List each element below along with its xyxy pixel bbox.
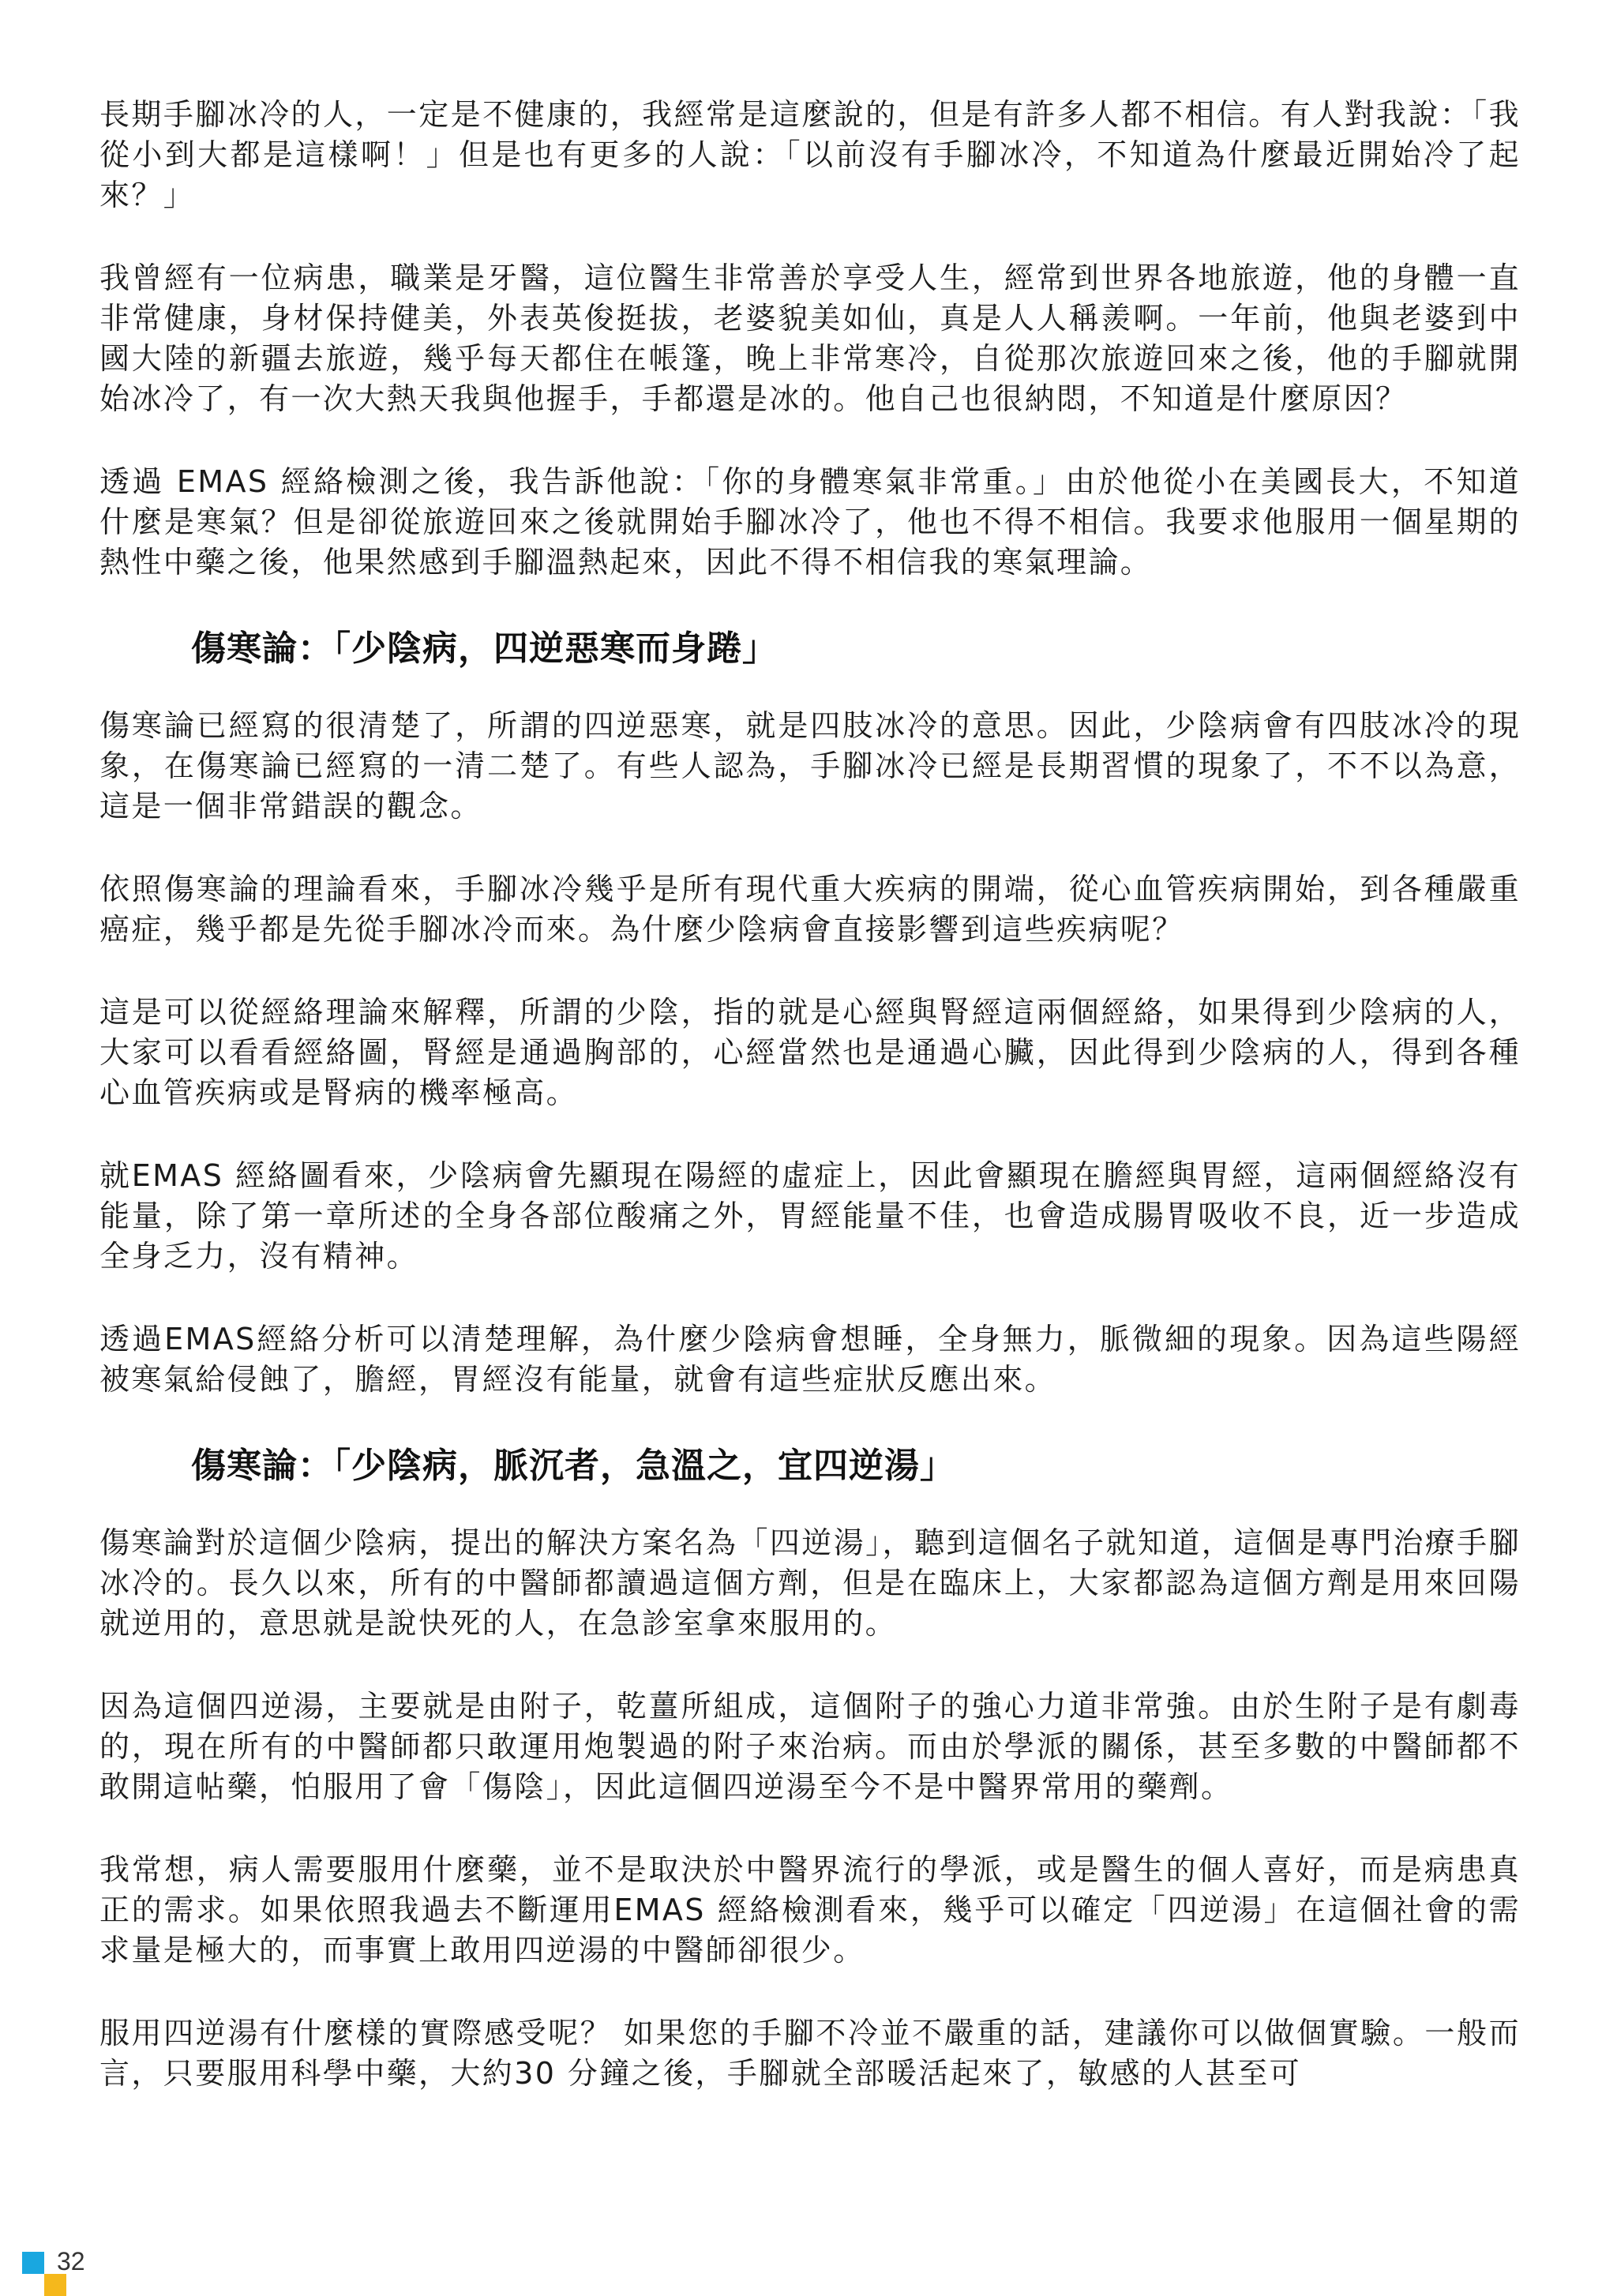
paragraph: 傷寒論對於這個少陰病，提出的解決方案名為「四逆湯」，聽到這個名子就知道，這個是專門治療手腳冰冷的。長久以來，所有的中醫師都讀過這個方劑，但是在臨床上，大家都認為這個方劑是用來回陽就逆用的，意思就是說快死的人，在急診室拿來服用的。 <box>99 1525 1521 1641</box>
yellow-square-icon <box>44 2274 66 2296</box>
paragraph: 因為這個四逆湯，主要就是由附子，乾薑所組成，這個附子的強心力道非常強。由於生附子是有劇毒的，現在所有的中醫師都只敢運用炮製過的附子來治病。而由於學派的關係，甚至多數的中醫師都不敢開這帖藥，怕服用了會「傷陰」，因此這個四逆湯至今不是中醫界常用的藥劑。 <box>99 1689 1521 1804</box>
section-heading: 傷寒論：「少陰病，四逆惡寒而身踡」 <box>191 628 778 669</box>
blue-square-icon <box>22 2252 44 2274</box>
paragraph: 我曾經有一位病患，職業是牙醫，這位醫生非常善於享受人生，經常到世界各地旅遊，他的身體一直非常健康，身材保持健美，外表英俊挺拔，老婆貌美如仙，真是人人稱羨啊。一年前，他與老婆到中國大陸的新疆去旅遊，幾乎每天都住在帳篷，晚上非常寒冷，自從那次旅遊回來之後，他的手腳就開始冰冷了，有一次大熱天我與他握手，手都還是冰的。他自己也很納悶，不知道是什麼原因？ <box>99 261 1521 416</box>
paragraph: 服用四逆湯有什麼樣的實際感受呢？ 如果您的手腳不冷並不嚴重的話，建議你可以做個實驗。一般而言，只要服用科學中藥，大約30 分鐘之後，手腳就全部暖活起來了，敏感的人甚至可 <box>99 2016 1521 2091</box>
paragraph: 傷寒論已經寫的很清楚了，所謂的四逆惡寒，就是四肢冰冷的意思。因此，少陰病會有四肢冰冷的現象，在傷寒論已經寫的一清二楚了。有些人認為，手腳冰冷已經是長期習慣的現象了，不不以為意，這是一個非常錯誤的觀念。 <box>99 708 1521 823</box>
paragraph: 依照傷寒論的理論看來，手腳冰冷幾乎是所有現代重大疾病的開端，從心血管疾病開始，到各種嚴重癌症，幾乎都是先從手腳冰冷而來。為什麼少陰病會直接影響到這些疾病呢？ <box>99 872 1521 947</box>
paragraph: 透過EMAS經絡分析可以清楚理解，為什麼少陰病會想睡，全身無力，脈微細的現象。因為這些陽經被寒氣給侵蝕了，膽經，胃經沒有能量，就會有這些症狀反應出來。 <box>99 1322 1521 1397</box>
paragraph: 長期手腳冰冷的人，一定是不健康的，我經常是這麼說的，但是有許多人都不相信。有人對我說：「我從小到大都是這樣啊！」但是也有更多的人說：「以前沒有手腳冰冷，不知道為什麼最近開始冷了起來？」 <box>99 97 1521 212</box>
paragraph: 透過 EMAS 經絡檢測之後，我告訴他說：「你的身體寒氣非常重。」由於他從小在美國長大，不知道什麼是寒氣？但是卻從旅遊回來之後就開始手腳冰冷了，他也不得不相信。我要求他服用一個星期的熱性中藥之後，他果然感到手腳溫熱起來，因此不得不相信我的寒氣理論。 <box>99 464 1521 580</box>
paragraph: 這是可以從經絡理論來解釋，所謂的少陰，指的就是心經與腎經這兩個經絡，如果得到少陰病的人，大家可以看看經絡圖，腎經是通過胸部的，心經當然也是通過心臟，因此得到少陰病的人，得到各種心血管疾病或是腎病的機率極高。 <box>99 995 1521 1110</box>
page-body <box>99 95 1521 2137</box>
paragraph: 我常想，病人需要服用什麼藥，並不是取決於中醫界流行的學派，或是醫生的個人喜好，而是病患真正的需求。如果依照我過去不斷運用EMAS 經絡檢測看來，幾乎可以確定「四逆湯」在這個社會的需求量是極大的，而事實上敢用四逆湯的中醫師卻很少。 <box>99 1852 1521 1968</box>
section-heading: 傷寒論：「少陰病，脈沉者，急溫之，宜四逆湯」 <box>191 1446 955 1486</box>
page-number: 32 <box>57 2247 85 2275</box>
paragraph: 就EMAS 經絡圖看來，少陰病會先顯現在陽經的虛症上，因此會顯現在膽經與胃經，這兩個經絡沒有能量，除了第一章所述的全身各部位酸痛之外，胃經能量不佳，也會造成腸胃吸收不良，近一步造成全身乏力，沒有精神。 <box>99 1158 1521 1274</box>
